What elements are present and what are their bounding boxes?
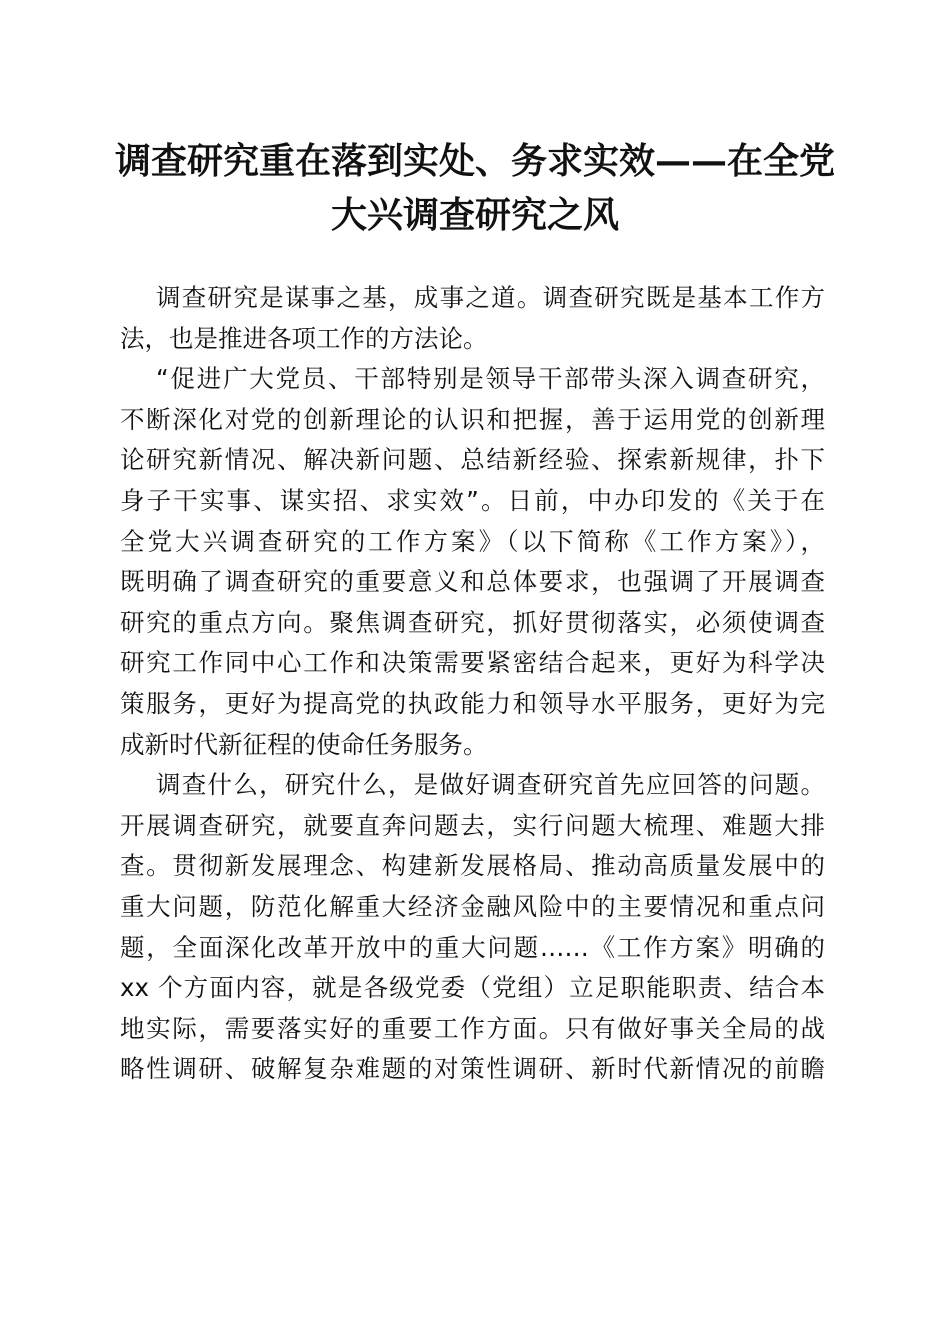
title-line: 调查研究重在落到实处、务求实效——在全党 (114, 140, 835, 182)
paragraph-2 (120, 359, 825, 765)
text-line: 研究的重点方向。聚焦调查研究，抓好贯彻落实，必须使调查 (120, 607, 825, 637)
paragraph-1 (120, 278, 825, 359)
text-line: 成新时代新征程的使命任务服务。 (120, 729, 488, 759)
text-line: 查。贯彻新发展理念、构建新发展格局、推动高质量发展中的 (120, 851, 825, 881)
text-line: 开展调查研究，就要直奔问题去，实行问题大梳理、难题大排 (120, 810, 825, 840)
text-line: xx 个方面内容，就是各级党委（党组）立足职能职责、结合本 (120, 973, 825, 1003)
text-line: 法，也是推进各项工作的方法论。 (120, 323, 488, 353)
text-line: 重大问题，防范化解重大经济金融风险中的主要情况和重点问 (120, 891, 825, 921)
text-line: 地实际，需要落实好的重要工作方面。只有做好事关全局的战 (120, 1013, 825, 1043)
document-title (100, 134, 850, 242)
text-line: 略性调研、破解复杂难题的对策性调研、新时代新情况的前瞻 (120, 1054, 825, 1084)
text-line: 论研究新情况、解决新问题、总结新经验、探索新规律，扑下 (120, 445, 825, 475)
text-line: 调查研究是谋事之基，成事之道。调查研究既是基本工作方 (156, 283, 825, 312)
paragraph-3 (120, 765, 825, 1090)
title-line: 大兴调查研究之风 (330, 194, 619, 236)
text-line: 全党大兴调查研究的工作方案》（以下简称《工作方案》）， (120, 526, 825, 556)
document-body (120, 278, 825, 1090)
text-line: 研究工作同中心工作和决策需要紧密结合起来，更好为科学决 (120, 648, 825, 678)
text-line: 题，全面深化改革开放中的重大问题……《工作方案》明确的 (120, 932, 825, 962)
text-line: “促进广大党员、干部特别是领导干部带头深入调查研究， (156, 364, 825, 394)
text-line: 策服务，更好为提高党的执政能力和领导水平服务，更好为完 (120, 688, 825, 718)
text-line: 调查什么，研究什么，是做好调查研究首先应回答的问题。 (156, 770, 825, 800)
text-line: 既明确了调查研究的重要意义和总体要求，也强调了开展调查 (120, 567, 825, 597)
text-line: 不断深化对党的创新理论的认识和把握，善于运用党的创新理 (120, 404, 825, 434)
text-line: 身子干实事、谋实招、求实效”。日前，中办印发的《关于在 (120, 485, 825, 515)
